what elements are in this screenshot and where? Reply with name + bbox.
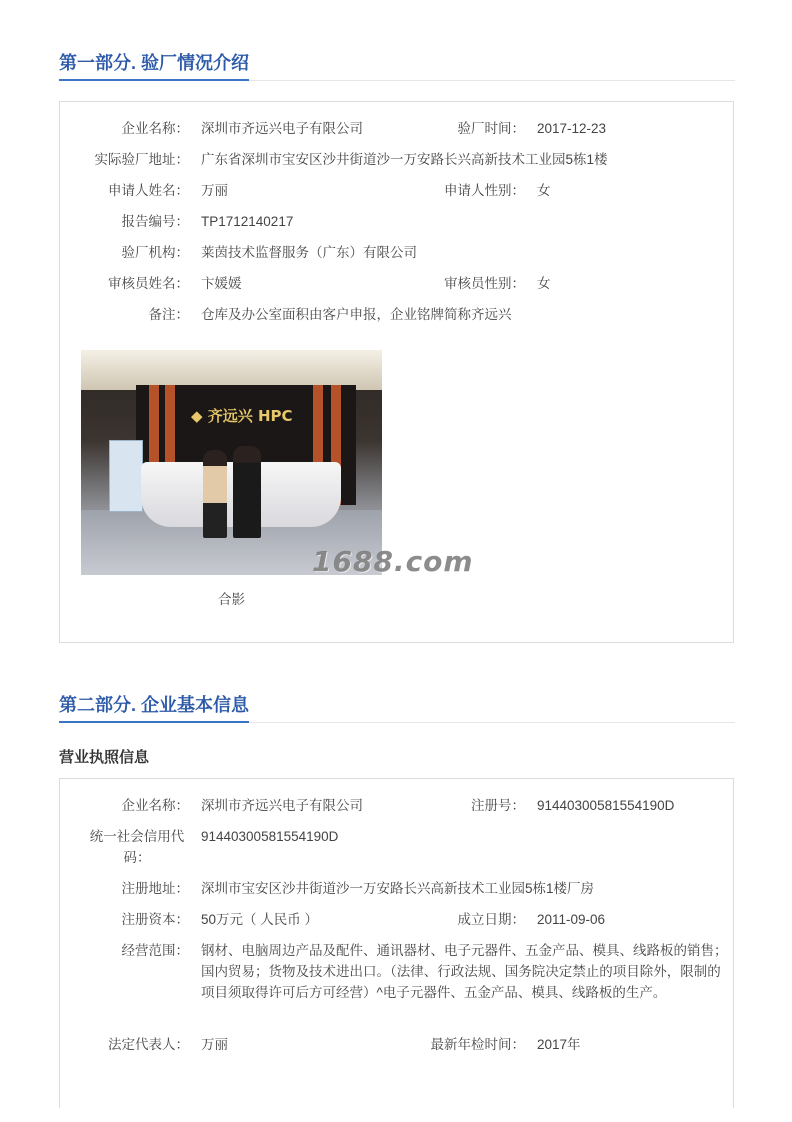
value-business-scope: 钢材、电脑周边产品及配件、通讯器材、电子元器件、五金产品、模具、线路板的销售；国内贸易；货物及技术进出口。（法律、行政法规、国务院决定禁止的项目除外，限制的项目须取得许可后方可经营）^电子元器件、五金产品、模具、线路板的生产。	[201, 943, 728, 1000]
watermark: 1688.com	[312, 545, 474, 578]
value-credit-code: 91440300581554190D	[201, 829, 339, 844]
value-latest-inspection: 2017年	[537, 1037, 581, 1052]
value-applicant-gender: 女	[537, 183, 551, 198]
section-divider	[59, 80, 735, 81]
section-title-company-info: 第二部分. 企业基本信息	[59, 695, 250, 715]
label-legal-representative: 法定代表人：	[108, 1037, 189, 1052]
label-company-name: 企业名称：	[121, 121, 189, 136]
value-remarks: 仓库及办公室面积由客户申报，企业铭牌简称齐远兴	[201, 307, 512, 322]
value-audit-date: 2017-12-23	[537, 121, 607, 136]
label-remarks: 备注：	[148, 307, 189, 322]
label-credit-code: 统一社会信用代码：	[89, 829, 185, 865]
value-audit-address: 广东省深圳市宝安区沙井街道沙一万安路长兴高新技术工业园5栋1楼	[201, 152, 608, 167]
value-audit-agency: 莱茵技术监督服务（广东）有限公司	[201, 245, 417, 260]
value-report-number: TP1712140217	[201, 214, 294, 229]
section-divider	[59, 722, 735, 723]
logo-sign-icon: ◆ 齐远兴 HPC	[191, 407, 293, 425]
label-audit-agency: 验厂机构：	[121, 245, 189, 260]
label-report-number: 报告编号：	[121, 214, 189, 229]
label-applicant-name: 申请人姓名：	[108, 183, 189, 198]
value-legal-representative: 万丽	[201, 1037, 228, 1052]
label-registration-number: 注册号：	[471, 798, 525, 813]
value-applicant-name: 万丽	[201, 183, 228, 198]
value-registration-number: 91440300581554190D	[537, 798, 675, 813]
section-title-factory-audit: 第一部分. 验厂情况介绍	[59, 53, 250, 73]
value-registered-capital: 50万元（ 人民币 ）	[201, 912, 319, 927]
label-registered-capital: 注册资本：	[121, 912, 189, 927]
label-auditor-gender: 审核员性别：	[444, 276, 525, 291]
label-established-date: 成立日期：	[457, 912, 525, 927]
value-auditor-name: 卞媛媛	[201, 276, 242, 291]
photo-caption: 合影	[218, 592, 245, 607]
label-business-scope: 经营范围：	[121, 943, 189, 958]
label-audit-address: 实际验厂地址：	[94, 152, 189, 167]
label-registered-address: 注册地址：	[121, 881, 189, 896]
group-photo[interactable]	[81, 350, 382, 575]
value-registered-address: 深圳市宝安区沙井街道沙一万安路长兴高新技术工业园5栋1楼厂房	[201, 881, 595, 896]
label-audit-date: 验厂时间：	[457, 121, 525, 136]
subheading-business-license: 营业执照信息	[59, 749, 150, 766]
label-company-name: 企业名称：	[121, 798, 189, 813]
value-company-name: 深圳市齐远兴电子有限公司	[201, 121, 363, 136]
value-auditor-gender: 女	[537, 276, 551, 291]
value-established-date: 2011-09-06	[537, 912, 606, 927]
label-applicant-gender: 申请人性别：	[444, 183, 525, 198]
label-auditor-name: 审核员姓名：	[108, 276, 189, 291]
value-company-name: 深圳市齐远兴电子有限公司	[201, 798, 363, 813]
label-latest-inspection: 最新年检时间：	[430, 1037, 525, 1052]
